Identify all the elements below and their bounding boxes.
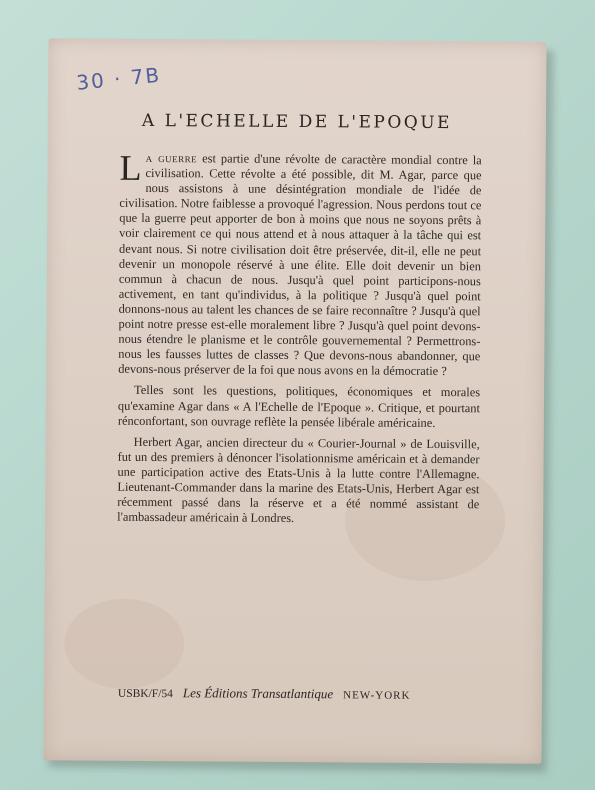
opening-small-caps: a guerre [145, 150, 198, 166]
blurb-text [117, 147, 482, 528]
book-back-cover [43, 38, 546, 763]
publisher-footer [118, 685, 478, 704]
drop-cap: L [119, 147, 142, 188]
paragraph-1 [118, 147, 482, 380]
publisher-city: NEW-YORK [343, 689, 411, 702]
paragraph-3: Herbert Agar, ancien directeur du « Courier-Journal » de Louisville, fut un des premiers à dénoncer l'isolationnisme américain et à demander une participation active des Etats-Unis à la lutte contre l'Allemagne. Lieutenant-Commander dans la marine des Etats-Unis, Herbert Agar est récemment passé dans la réserve et a été nommé assistant de l'ambassadeur américain à Londres. [117, 434, 480, 526]
paragraph-2: Telles sont les questions, politiques, économiques et morales qu'examine Agar dans « A l'Echelle de l'Epoque ». Critique, et pourtant rénconfortant, son ouvrage reflète la pensée libérale américaine. [117, 383, 481, 430]
catalog-code: USBK/F/54 [117, 687, 173, 701]
paper-stain [64, 598, 185, 689]
paragraph-1-text: est partie d'une révolte de caractère mondial contre la civilisation. Cette révolte a été possible, dit M. Agar, parce que nous assistons à une désintégration mondiale de l'idée de civilisation. Notre faiblesse a provoqué l'agression. Nous perdons tout ce que la guerre peut apporter de bon à moins que nous ne soyons prêts à voir clairement ce qui nous attend et à nous attaquer à la tâche qui est devant nous. Si notre civilisation doit être préservée, dit-il, elle ne peut devenir un monopole réservé à une élite. Elle doit devenir un bien commun à chacun de nous. Jusqu'à quel point participons-nous activement, en tant qu'individus, à la politique ? Jusqu'à quel point donnons-nous au talent les chances de se faire reconnaître ? Jusqu'à quel point notre presse est-elle moralement libre ? Jusqu'à quel point devons-nous étendre le planisme et le contrôle gouvernemental ? Permettrons-nous les fausses luttes de classes ? Que devons-nous abandonner, que devons-nous préserver de la foi que nous avons en la démocratie ? [118, 151, 482, 379]
publisher-name: Les Éditions Transatlantique [182, 685, 334, 702]
book-title: A L'ECHELLE DE L'EPOQUE [141, 110, 453, 134]
handwritten-note: 30 · 7B [75, 62, 163, 95]
